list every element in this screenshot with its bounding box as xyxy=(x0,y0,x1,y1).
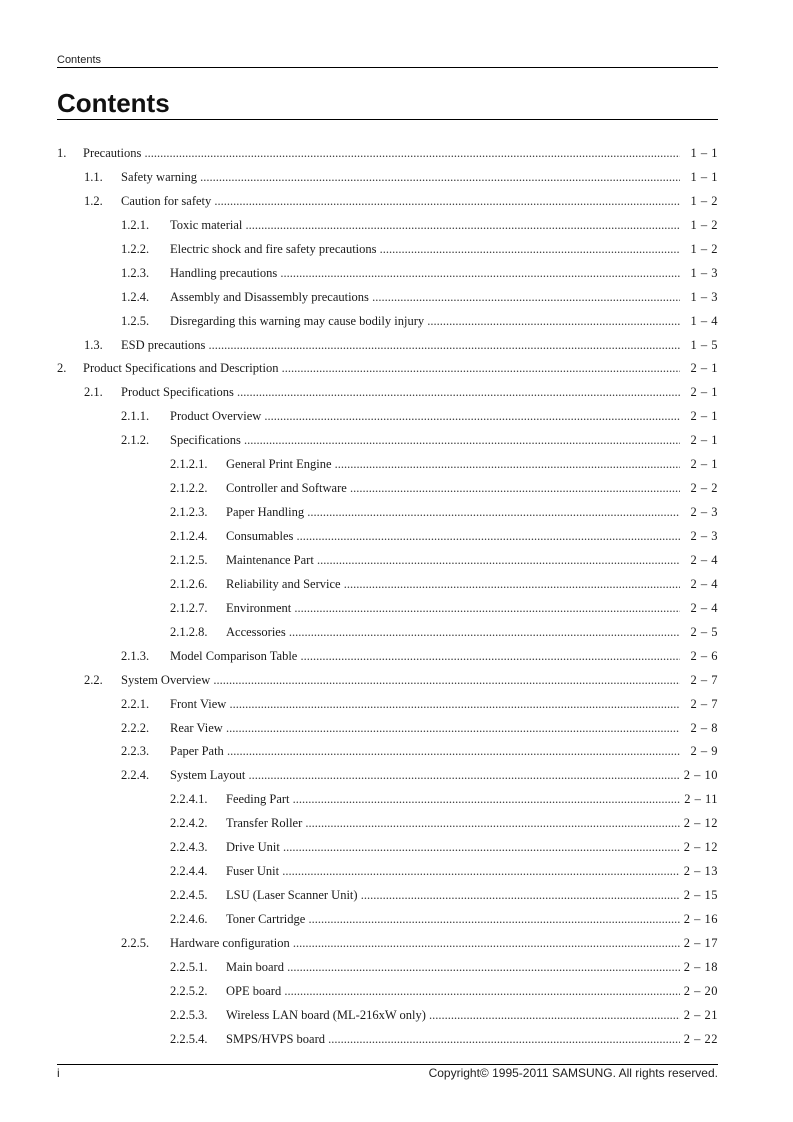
toc-entry-page: 1 – 1 xyxy=(690,169,718,184)
toc-entry[interactable] xyxy=(57,812,718,836)
toc-entry-number: 2.1.2. xyxy=(121,433,150,448)
toc-entry[interactable] xyxy=(57,310,718,334)
toc-entry-number: 2.2. xyxy=(84,672,103,687)
toc-entry-number: 2.2.4.6. xyxy=(170,912,208,926)
toc-entry-page: 2 – 1 xyxy=(690,385,718,400)
toc-entry-number: 2.2.4.3. xyxy=(170,840,208,855)
toc-entry-page: 2 – 1 xyxy=(690,457,718,472)
toc-entry-label[interactable]: Paper Handling ..... xyxy=(226,501,680,525)
toc-entry-label[interactable]: Hardware configuration ..... xyxy=(170,932,680,956)
toc-entry[interactable] xyxy=(57,1004,718,1028)
toc-entry-page: 2 – 11 xyxy=(684,792,718,807)
toc-entry[interactable] xyxy=(57,381,718,405)
toc-entry-label[interactable]: Toner Cartridge ..... xyxy=(226,908,680,932)
toc-entry-page: 2 – 3 xyxy=(690,529,718,543)
toc-entry-label[interactable]: LSU (Laser Scanner Unit) ..... xyxy=(226,884,680,908)
toc-entry-number: 2.2.4.1. xyxy=(170,792,208,807)
toc-entry-number: 2.1.2.5. xyxy=(170,552,208,567)
toc-entry-label[interactable]: Model Comparison Table ..... xyxy=(170,645,680,669)
toc-entry-page: 2 – 12 xyxy=(683,840,718,855)
toc-entry[interactable] xyxy=(57,286,718,310)
toc-entry[interactable] xyxy=(57,334,718,358)
toc-entry-number: 1.2. xyxy=(84,193,103,208)
toc-entry[interactable] xyxy=(57,1028,718,1052)
toc-entry-label[interactable]: General Print Engine ..... xyxy=(226,453,680,477)
toc-entry-number: 2.1.3. xyxy=(121,648,150,663)
toc-entry-page: 2 – 21 xyxy=(683,1007,718,1022)
toc-entry-page: 2 – 13 xyxy=(683,864,718,879)
toc-entry[interactable] xyxy=(57,549,718,573)
toc-entry-page: 1 – 3 xyxy=(690,265,718,280)
toc-entry-page: 2 – 5 xyxy=(690,624,718,639)
footer-page-number: i xyxy=(57,1066,60,1080)
toc-entry-page: 2 – 1 xyxy=(690,409,718,424)
toc-entry-page: 1 – 2 xyxy=(690,193,718,208)
toc-entry-number: 1.2.5. xyxy=(121,313,150,328)
toc-entry-label[interactable]: Rear View ..... xyxy=(170,717,680,741)
toc-entry-number: 2.1.2.8. xyxy=(170,624,208,639)
toc-entry[interactable] xyxy=(57,238,718,262)
toc-entry[interactable] xyxy=(57,453,718,477)
toc-entry-number: 2.1. xyxy=(84,385,103,400)
toc-entry-label[interactable]: SMPS/HVPS board ..... xyxy=(226,1028,680,1052)
toc-entry-number: 1.2.4. xyxy=(121,289,150,304)
toc-entry-page: 2 – 10 xyxy=(683,768,718,783)
toc-entry-number: 2.1.2.1. xyxy=(170,457,208,472)
footer-copyright: Copyright© 1995-2011 SAMSUNG. All rights reserved. xyxy=(428,1066,718,1080)
toc-entry[interactable] xyxy=(57,717,718,741)
toc-entry-label[interactable]: Product Specifications ..... xyxy=(121,381,680,405)
toc-entry-number: 2.2.2. xyxy=(121,720,150,735)
toc-entry[interactable] xyxy=(57,573,718,597)
toc-entry[interactable] xyxy=(57,884,718,908)
toc-entry[interactable] xyxy=(57,836,718,860)
toc-entry-label[interactable]: Consumables ..... xyxy=(226,525,680,549)
toc-entry[interactable] xyxy=(57,621,718,645)
toc-entry-number: 1.1. xyxy=(84,169,103,184)
toc-entry-page: 2 – 1 xyxy=(690,433,718,448)
toc-entry[interactable] xyxy=(57,405,718,429)
toc-entry-page: 1 – 1 xyxy=(690,146,718,160)
page-title: Contents xyxy=(57,88,170,118)
toc-entry-number: 2.1.1. xyxy=(121,409,150,424)
toc-entry-number: 2.1.2.3. xyxy=(170,505,208,520)
toc-entry-number: 2.1.2.6. xyxy=(170,576,208,591)
toc-entry-page: 2 – 2 xyxy=(690,481,718,496)
toc-entry-number: 2.2.5.3. xyxy=(170,1007,208,1022)
toc-entry-number: 2.2.5.4. xyxy=(170,1031,208,1046)
toc-entry-label[interactable]: Specifications ..... xyxy=(170,429,680,453)
toc-entry[interactable] xyxy=(57,956,718,980)
toc-entry-label[interactable]: Main board ..... xyxy=(226,956,680,980)
toc-entry-page: 2 – 6 xyxy=(690,648,718,663)
toc-entry-label[interactable]: Product Overview ..... xyxy=(170,405,680,429)
running-header: Contents xyxy=(57,54,102,66)
toc-entry[interactable] xyxy=(57,525,718,549)
toc-entry-label[interactable]: Accessories ..... xyxy=(226,621,680,645)
toc-entry-label[interactable]: System Layout ..... xyxy=(170,764,680,788)
toc-entry-label[interactable]: Paper Path ..... xyxy=(170,740,680,764)
toc-entry-page: 1 – 2 xyxy=(690,241,718,256)
toc-entry[interactable] xyxy=(57,669,718,693)
toc-entry[interactable] xyxy=(57,429,718,453)
toc-entry-number: 1.2.1. xyxy=(121,217,150,232)
toc-entry-label[interactable]: Controller and Software ..... xyxy=(226,477,680,501)
toc-entry-number: 2.2.5.2. xyxy=(170,983,208,998)
toc-entry-page: 2 – 4 xyxy=(690,600,718,615)
toc-entry[interactable] xyxy=(57,190,718,214)
toc-entry-label[interactable]: Feeding Part ..... xyxy=(226,788,680,812)
toc-entry-page: 1 – 5 xyxy=(690,337,718,352)
toc-entry-label[interactable]: Disregarding this warning may cause bodily injury ..... xyxy=(170,310,680,334)
toc-entry-page: 2 – 1 xyxy=(690,361,718,376)
toc-entry-label[interactable]: Assembly and Disassembly precautions ..... xyxy=(170,286,680,310)
toc-entry-page: 2 – 4 xyxy=(690,576,718,591)
toc-entry-number: 2.2.4.5. xyxy=(170,888,208,903)
toc-entry-page: 2 – 7 xyxy=(690,696,718,711)
toc-entry-page: 1 – 4 xyxy=(690,313,718,328)
toc-entry-label[interactable]: Product Specifications and Description ..... xyxy=(83,357,680,381)
toc-entry[interactable] xyxy=(57,262,718,286)
toc-entry-label[interactable]: Wireless LAN board (ML-216xW only) ..... xyxy=(226,1004,680,1028)
toc-entry-number: 2.2.3. xyxy=(121,744,150,759)
toc-entry-page: 2 – 7 xyxy=(690,672,718,687)
toc-entry-label[interactable]: Drive Unit ..... xyxy=(226,836,680,860)
toc-entry-label[interactable]: Safety warning ..... xyxy=(121,166,680,190)
toc-entry-page: 2 – 18 xyxy=(683,959,718,974)
toc-entry-page: 2 – 17 xyxy=(683,935,718,950)
toc-entry[interactable] xyxy=(57,597,718,621)
toc-entry-label[interactable]: Caution for safety ..... xyxy=(121,190,680,214)
toc-entry-label[interactable]: Electric shock and fire safety precautions ..... xyxy=(170,238,680,262)
toc-entry-page: 2 – 16 xyxy=(683,912,718,926)
toc-entry-label[interactable]: Reliability and Service ..... xyxy=(226,573,680,597)
toc-entry[interactable] xyxy=(57,477,718,501)
toc-entry[interactable] xyxy=(57,645,718,669)
toc-entry[interactable] xyxy=(57,908,718,932)
toc-entry-number: 1. xyxy=(57,146,67,160)
toc-entry-page: 1 – 2 xyxy=(690,217,718,232)
toc-entry-page: 2 – 15 xyxy=(683,888,718,903)
toc-entry-page: 2 – 9 xyxy=(690,744,718,759)
toc-entry-page: 2 – 22 xyxy=(683,1031,718,1046)
toc-entry-number: 2.2.4.2. xyxy=(170,816,208,831)
toc-entry[interactable] xyxy=(57,788,718,812)
toc-entry-number: 1.3. xyxy=(84,337,103,352)
toc-entry[interactable] xyxy=(57,693,718,717)
toc-entry-number: 2.1.2.2. xyxy=(170,481,208,496)
toc-entry[interactable] xyxy=(57,501,718,525)
toc-entry-label[interactable]: Fuser Unit ..... xyxy=(226,860,680,884)
toc-entry-label[interactable]: Handling precautions ..... xyxy=(170,262,680,286)
toc-entry-number: 2.1.2.7. xyxy=(170,600,208,615)
toc-entry-number: 1.2.2. xyxy=(121,241,150,256)
toc-entry-label[interactable]: Front View ..... xyxy=(170,693,680,717)
toc-entry-page: 2 – 12 xyxy=(683,816,718,831)
toc-entry-number: 1.2.3. xyxy=(121,265,150,280)
toc-entry[interactable] xyxy=(57,932,718,956)
toc-entry-page: 2 – 3 xyxy=(690,505,718,520)
table-of-contents xyxy=(57,142,718,1052)
toc-entry[interactable] xyxy=(57,980,718,1004)
toc-entry-label[interactable]: System Overview ..... xyxy=(121,669,680,693)
toc-entry-label[interactable]: OPE board ..... xyxy=(226,980,680,1004)
toc-entry-page: 2 – 4 xyxy=(690,552,718,567)
footer-divider xyxy=(57,1064,718,1065)
toc-entry[interactable] xyxy=(57,142,718,166)
toc-entry-page: 2 – 8 xyxy=(690,720,718,735)
toc-entry-label[interactable]: Maintenance Part ..... xyxy=(226,549,680,573)
toc-entry-label[interactable]: ESD precautions ..... xyxy=(121,334,680,358)
toc-entry-number: 2.2.1. xyxy=(121,696,150,711)
toc-entry-number: 2.2.5.1. xyxy=(170,959,208,974)
toc-entry[interactable] xyxy=(57,860,718,884)
toc-entry[interactable] xyxy=(57,166,718,190)
toc-entry[interactable] xyxy=(57,214,718,238)
toc-entry-label[interactable]: Transfer Roller ..... xyxy=(226,812,680,836)
toc-entry-label[interactable]: Precautions ..... xyxy=(83,142,680,166)
toc-entry-page: 1 – 3 xyxy=(690,289,718,304)
toc-entry-label[interactable]: Environment ..... xyxy=(226,597,680,621)
title-divider xyxy=(57,119,718,120)
toc-entry-label[interactable]: Toxic material ..... xyxy=(170,214,680,238)
toc-entry-number: 2. xyxy=(57,361,67,376)
toc-entry-number: 2.1.2.4. xyxy=(170,529,208,543)
header-divider xyxy=(57,67,718,68)
toc-entry-number: 2.2.4. xyxy=(121,768,150,783)
toc-entry[interactable] xyxy=(57,764,718,788)
toc-entry-page: 2 – 20 xyxy=(683,983,718,998)
toc-entry[interactable] xyxy=(57,357,718,381)
toc-entry-number: 2.2.4.4. xyxy=(170,864,208,879)
toc-entry-number: 2.2.5. xyxy=(121,935,150,950)
toc-entry[interactable] xyxy=(57,740,718,764)
